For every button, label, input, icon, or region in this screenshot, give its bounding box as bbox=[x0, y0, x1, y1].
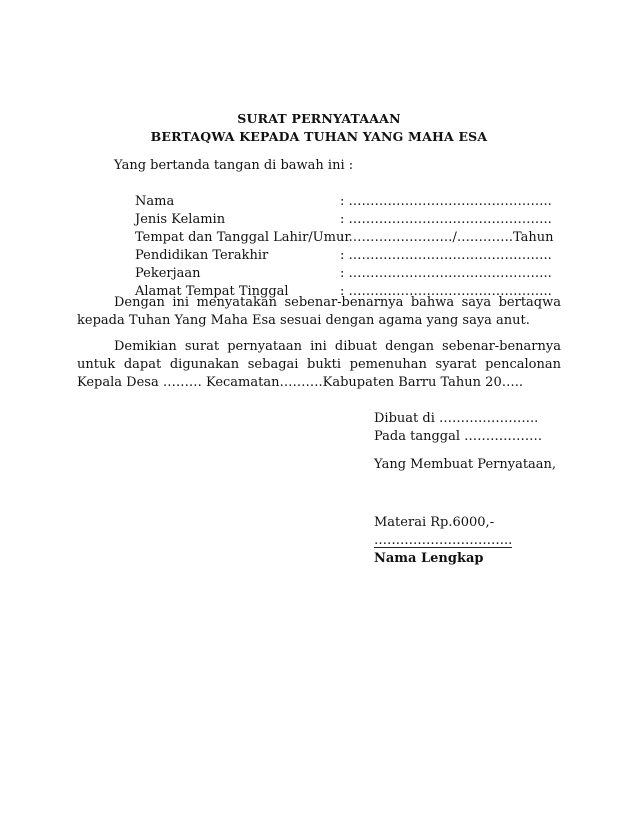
closing-paragraph bbox=[77, 338, 561, 392]
signer-name: Nama Lengkap bbox=[374, 551, 484, 566]
closing-text: Demikian surat pernyataan ini dibuat dengan sebenar-benarnya untuk dapat digunakan sebagai bukti pemenuhan syarat pencalonan Kepala Desa ……… Kecamatan……….Kabupaten Barru Tahun 20….. bbox=[77, 339, 561, 390]
field-label: Nama bbox=[135, 194, 175, 209]
field-label: Pendidikan Terakhir bbox=[135, 248, 269, 263]
document-subtitle: BERTAQWA KEPADA TUHAN YANG MAHA ESA bbox=[150, 129, 488, 144]
statement-text: Dengan ini menyatakan sebenar-benarnya bahwa saya bertaqwa kepada Tuhan Yang Maha Esa sesuai dengan agama yang saya anut. bbox=[77, 295, 561, 328]
made-in-line: Dibuat di ………………….. bbox=[374, 411, 539, 426]
statement-paragraph bbox=[77, 294, 561, 330]
field-label: Pekerjaan bbox=[135, 266, 201, 281]
signature-dots: ………………………….. bbox=[374, 533, 513, 548]
intro-text: Yang bertanda tangan di bawah ini : bbox=[114, 158, 354, 173]
signature-line bbox=[374, 532, 512, 550]
field-value: : ……………………………………….. bbox=[340, 248, 552, 263]
date-line: Pada tanggal ……………… bbox=[374, 429, 543, 444]
field-label: Tempat dan Tanggal Lahir/Umur bbox=[135, 230, 351, 245]
field-value: : ……………………………………….. bbox=[340, 194, 552, 209]
document-title: SURAT PERNYATAAAN bbox=[237, 111, 401, 126]
field-label: Jenis Kelamin bbox=[135, 212, 226, 227]
stamp-label: Materai Rp.6000,- bbox=[374, 515, 495, 530]
field-value: : ……………………………………….. bbox=[340, 284, 552, 299]
field-value: : ……………………………………….. bbox=[340, 266, 552, 281]
field-label: Alamat Tempat Tinggal bbox=[135, 284, 289, 299]
maker-label: Yang Membuat Pernyataan, bbox=[374, 457, 557, 472]
field-value: : ……………………………………….. bbox=[340, 212, 552, 227]
field-value: : ……………………/………….Tahun bbox=[340, 230, 554, 245]
